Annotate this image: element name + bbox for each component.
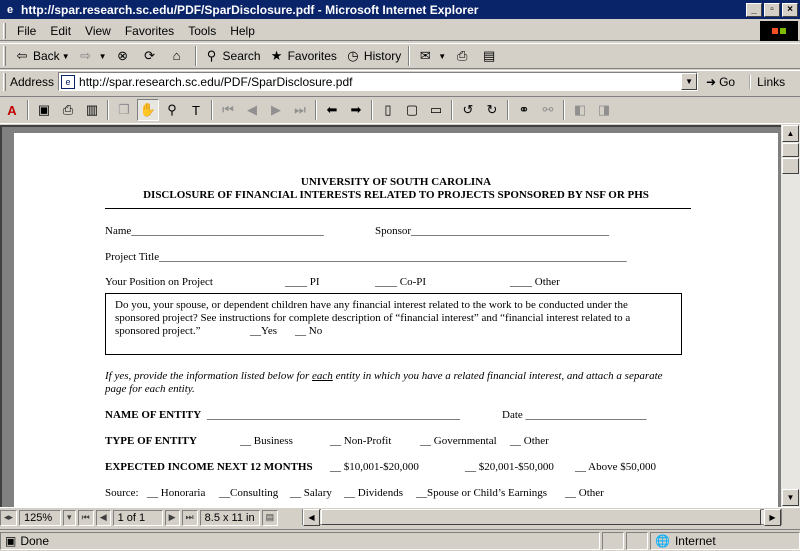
instructions-post: entity in which you have a related financial interest, and attach a separate — [332, 370, 663, 382]
minimize-button[interactable]: _ — [746, 3, 762, 17]
acrobat-separator — [27, 100, 29, 120]
edit-icon: ▤ — [483, 48, 496, 63]
horizontal-scrollbar[interactable] — [302, 509, 782, 525]
source-dividends: __ Dividends — [344, 487, 403, 499]
menu-bar — [0, 21, 800, 41]
zoom-level[interactable]: 125% — [19, 510, 61, 526]
menu-help[interactable]: Help — [230, 23, 255, 38]
forward-dropdown-icon[interactable]: ▼ — [98, 51, 107, 61]
source-consulting: __Consulting — [219, 487, 279, 499]
mail-icon: ✉ — [419, 48, 431, 63]
previous-page-button[interactable]: ◀ — [96, 510, 111, 526]
previous-page-icon[interactable]: ◀ — [247, 102, 257, 117]
menu-edit[interactable]: Edit — [50, 23, 72, 38]
page-icon: e — [61, 75, 75, 89]
rotate-left-icon[interactable]: ↺ — [462, 102, 474, 117]
position-label: Your Position on Project — [105, 276, 213, 288]
rotate-right-icon[interactable]: ↻ — [486, 102, 498, 117]
search-icon: ⚲ — [206, 48, 217, 63]
menu-tools[interactable]: Tools — [188, 23, 217, 38]
find-again-icon[interactable]: ⚯ — [542, 102, 554, 117]
standard-toolbar — [0, 43, 800, 69]
actual-size-icon[interactable]: ▯ — [384, 102, 392, 117]
text-select-icon[interactable]: T — [192, 102, 200, 118]
income-range-2: __ $20,001-$50,000 — [465, 461, 554, 473]
mail-button[interactable] — [413, 45, 450, 67]
go-arrow-icon: ➜ — [706, 74, 717, 89]
hand-tool-icon[interactable]: ✋ — [137, 99, 159, 121]
refresh-button[interactable] — [138, 45, 165, 67]
menu-file[interactable]: File — [17, 23, 37, 38]
position-copi: ____ Co-PI — [375, 276, 427, 288]
last-page-icon[interactable]: ⏭ — [294, 102, 306, 117]
ie-icon: e — [6, 3, 14, 16]
acrobat-separator — [371, 100, 373, 120]
favorites-label: Favorites — [287, 49, 337, 63]
close-button[interactable]: × — [782, 3, 798, 17]
favorites-icon: ★ — [270, 48, 283, 63]
print-icon: ⎙ — [456, 48, 468, 63]
forward-button[interactable] — [74, 45, 111, 67]
entity-name-label: NAME OF ENTITY — [105, 409, 202, 421]
horizontal-scroll-thumb[interactable] — [321, 509, 761, 525]
fit-page-icon[interactable]: ▢ — [405, 102, 419, 117]
question-yes: __Yes — [250, 325, 278, 337]
zoom-tool-icon[interactable]: ⚲ — [167, 102, 177, 117]
expected-income-label: EXPECTED INCOME NEXT 12 MONTHS — [105, 461, 313, 473]
status-segment — [626, 532, 648, 550]
source-label: Source: — [105, 487, 139, 499]
zone-label: Internet — [674, 533, 716, 548]
income-range-3: __ Above $50,000 — [575, 461, 656, 473]
acrobat-logo-icon[interactable]: A — [7, 102, 17, 118]
form-title-university: UNIVERSITY OF SOUTH CAROLINA — [300, 176, 492, 188]
history-button[interactable] — [341, 45, 405, 67]
windows-logo-icon — [760, 21, 798, 41]
date-field: Date ______________________ — [502, 409, 647, 421]
window-title: http://spar.research.sc.edu/PDF/SparDisclosure.pdf - Microsoft Internet Explorer — [21, 2, 479, 17]
go-label: Go — [719, 74, 736, 89]
page-size: 8.5 x 11 in — [200, 510, 260, 526]
question-line-3: sponsored project.” — [115, 325, 201, 337]
stop-icon: ⊗ — [117, 48, 128, 63]
search-button[interactable] — [200, 45, 265, 67]
status-segment — [602, 532, 624, 550]
form-title-disclosure: DISCLOSURE OF FINANCIAL INTERESTS RELATED TO PROJECTS SPONSORED BY NSF OR PHS — [143, 189, 649, 201]
zoom-dropdown-icon[interactable]: ▾ — [63, 510, 76, 526]
search-label: Search — [222, 49, 261, 63]
favorites-button[interactable] — [265, 45, 341, 67]
scroll-up-icon[interactable]: ▲ — [782, 125, 799, 142]
go-back-view-icon[interactable]: ⬅ — [326, 102, 338, 117]
stop-button[interactable] — [111, 45, 138, 67]
acrobat-separator — [315, 100, 317, 120]
name-field: Name___________________________________ — [105, 225, 324, 237]
back-arrow-icon: ⇦ — [16, 48, 28, 63]
scroll-thumb-lower[interactable] — [782, 158, 799, 174]
back-dropdown-icon[interactable]: ▼ — [61, 51, 70, 61]
print-pdf-icon[interactable]: ⎙ — [62, 102, 74, 117]
income-range-1: __ $10,001-$20,000 — [330, 461, 419, 473]
acrobat-separator — [211, 100, 213, 120]
toolbar-separator — [195, 46, 197, 66]
copy-icon[interactable]: ❐ — [118, 102, 130, 117]
home-button[interactable] — [165, 45, 192, 67]
sponsor-field: Sponsor____________________________________ — [375, 225, 610, 237]
source-honoraria: __ Honoraria — [147, 487, 206, 499]
address-label: Address — [10, 74, 55, 89]
scroll-thumb[interactable] — [782, 143, 799, 157]
toolbar-grip — [3, 46, 6, 66]
mail-dropdown-icon[interactable]: ▼ — [438, 51, 447, 61]
source-salary: __ Salary — [290, 487, 332, 499]
menu-view[interactable]: View — [85, 23, 111, 38]
instructions-each: each — [312, 370, 333, 382]
acrobat-toolbar — [0, 96, 800, 124]
show-navigation-icon[interactable]: ▥ — [85, 102, 99, 117]
status-text: Done — [20, 533, 50, 548]
position-other: ____ Other — [510, 276, 560, 288]
next-page-icon[interactable]: ▶ — [271, 102, 281, 117]
menu-favorites[interactable]: Favorites — [124, 23, 175, 38]
status-bar — [0, 529, 800, 551]
print-button[interactable] — [450, 45, 477, 67]
back-button[interactable] — [10, 45, 74, 67]
acrobat-separator — [563, 100, 565, 120]
go-button[interactable] — [706, 75, 735, 89]
address-input[interactable] — [58, 72, 698, 91]
edit-button[interactable] — [477, 45, 504, 67]
page-done-icon: ▣ — [5, 533, 17, 548]
title-rule — [105, 208, 691, 209]
toolbar-separator — [408, 46, 410, 66]
type-business: __ Business — [240, 435, 293, 447]
acrobat-separator — [451, 100, 453, 120]
source-other: __ Other — [565, 487, 604, 499]
project-title-field: Project Title_____________________________________________________________________________________ — [105, 251, 627, 263]
links-button[interactable]: Links — [749, 75, 785, 89]
pdf-page — [14, 133, 778, 507]
page-indicator[interactable]: 1 of 1 — [113, 510, 163, 526]
forward-arrow-icon: ⇨ — [80, 48, 92, 63]
acrobat-separator — [507, 100, 509, 120]
scroll-left-icon[interactable]: ◀ — [303, 509, 320, 526]
title-bar — [0, 0, 800, 19]
page-layout-icon[interactable]: ▤ — [262, 510, 279, 526]
document-viewport[interactable] — [0, 125, 781, 507]
status-main — [0, 532, 600, 550]
article-forward-icon[interactable]: ◨ — [597, 102, 611, 117]
first-page-icon[interactable]: ⏮ — [222, 102, 234, 117]
position-pi: ____ PI — [285, 276, 320, 288]
question-line-1: Do you, your spouse, or dependent children have any financial interest related to the work to be conducted under the — [115, 299, 628, 311]
type-other: __ Other — [510, 435, 549, 447]
refresh-icon: ⟳ — [144, 48, 155, 63]
address-dropdown-icon[interactable]: ▼ — [681, 73, 697, 90]
instructions-line-2: page for each entity. — [105, 383, 195, 395]
vertical-scrollbar[interactable] — [781, 125, 800, 507]
scroll-down-icon[interactable]: ▼ — [782, 489, 799, 506]
split-handle-icon[interactable]: ◂▸ — [0, 510, 17, 526]
entity-type-label: TYPE OF ENTITY — [105, 435, 197, 447]
home-icon: ⌂ — [172, 48, 181, 63]
entity-name-line: ______________________________________________ — [207, 409, 460, 421]
next-page-button[interactable]: ▶ — [165, 510, 180, 526]
save-icon[interactable]: ▣ — [37, 102, 51, 117]
acrobat-separator — [107, 100, 109, 120]
question-no: __ No — [295, 325, 323, 337]
first-page-button[interactable]: ⏮ — [78, 510, 94, 526]
source-spouse-earnings: __Spouse or Child’s Earnings — [416, 487, 548, 499]
maximize-button[interactable]: ▫ — [764, 3, 780, 17]
history-icon: ◷ — [347, 48, 359, 63]
type-governmental: __ Governmental — [420, 435, 497, 447]
history-label: History — [363, 49, 402, 63]
last-page-button[interactable]: ⏭ — [182, 510, 198, 526]
instructions-line-1 — [105, 370, 663, 382]
scroll-right-icon[interactable]: ▶ — [764, 509, 781, 526]
go-forward-view-icon[interactable]: ➡ — [350, 102, 362, 117]
question-line-2: sponsored project? See instructions for complete description of “financial interest” and “financial interest related to a — [115, 312, 631, 324]
instructions-pre: If yes, provide the information listed below for — [105, 370, 313, 382]
find-icon[interactable]: ⚭ — [518, 102, 530, 117]
article-back-icon[interactable]: ◧ — [573, 102, 587, 117]
menu-grip — [3, 23, 6, 39]
type-nonprofit: __ Non-Profit — [330, 435, 392, 447]
address-url[interactable]: http://spar.research.sc.edu/PDF/SparDisclosure.pdf — [79, 74, 353, 89]
fit-width-icon[interactable]: ▭ — [429, 102, 443, 117]
back-label: Back — [33, 49, 60, 63]
address-bar — [0, 70, 800, 92]
internet-globe-icon: 🌐 — [655, 533, 670, 548]
security-zone — [650, 532, 800, 550]
address-grip — [3, 73, 6, 91]
